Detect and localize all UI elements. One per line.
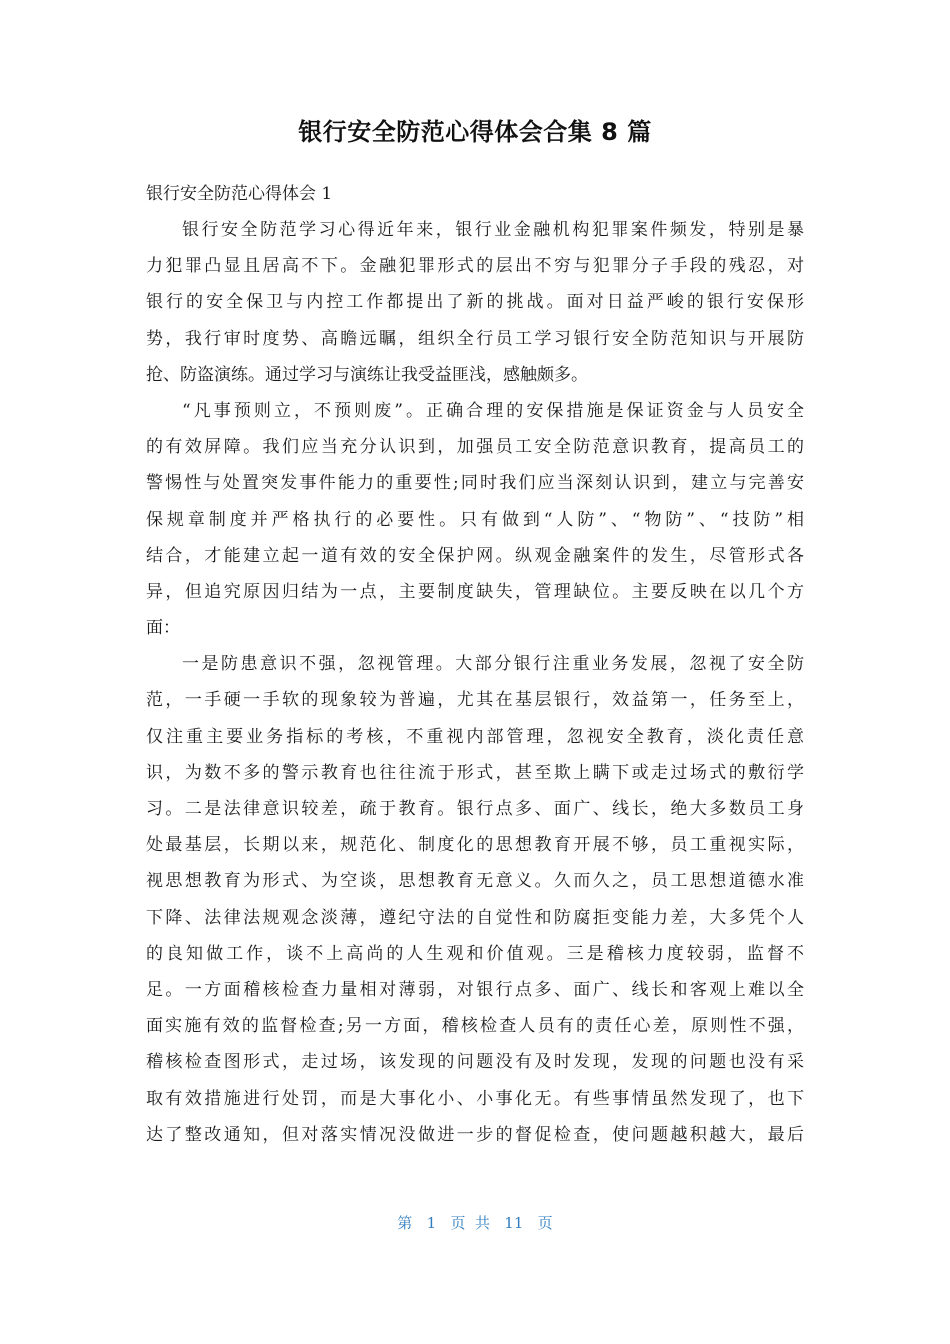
paragraph-line: 达了整改通知，但对落实情况没做进一步的督促检查，使问题越积越大，最后 <box>146 1124 804 1145</box>
paragraph-line: 仅注重主要业务指标的考核，不重视内部管理，忽视安全教育，淡化责任意 <box>146 726 804 747</box>
paragraph-line: 面： <box>146 618 180 639</box>
paragraph-2 <box>146 393 804 646</box>
paragraph-line: 足。一方面稽核检查力量相对薄弱，对银行点多、面广、线长和客观上难以全 <box>146 979 804 1000</box>
paragraph-line: 保规章制度并严格执行的必要性。只有做到“人防”、“物防”、“技防”相 <box>146 509 804 530</box>
paragraph-line: 结合，才能建立起一道有效的安全保护网。纵观金融案件的发生，尽管形式各 <box>146 545 804 566</box>
paragraph-line: 银行的安全保卫与内控工作都提出了新的挑战。面对日益严峻的银行安保形 <box>146 292 804 313</box>
page-number-footer: 第 1 页 共 11 页 <box>397 1214 553 1232</box>
document-body <box>146 176 804 1153</box>
paragraph-line: 稽核检查图形式，走过场，该发现的问题没有及时发现，发现的问题也没有采 <box>146 1052 804 1073</box>
paragraph-line: 下降、法律法规观念淡薄，遵纪守法的自觉性和防腐拒变能力差，大多凭个人 <box>146 907 804 928</box>
paragraph-line: 警惕性与处置突发事件能力的重要性;同时我们应当深刻认识到，建立与完善安 <box>146 473 804 494</box>
paragraph-line: 异，但追究原因归结为一点，主要制度缺失，管理缺位。主要反映在以几个方 <box>146 581 804 602</box>
paragraph-3 <box>146 646 804 1153</box>
paragraph-line: 习。二是法律意识较差，疏于教育。银行点多、面广、线长，绝大多数员工身 <box>146 799 804 819</box>
paragraph-line: 势，我行审时度势、高瞻远瞩，组织全行员工学习银行安全防范知识与开展防 <box>146 328 804 349</box>
document-title: 银行安全防范心得体会合集 8 篇 <box>298 118 652 146</box>
paragraph-line: 处最基层，长期以来，规范化、制度化的思想教育开展不够，员工重视实际， <box>146 835 804 856</box>
paragraph-line: 的良知做工作，谈不上高尚的人生观和价值观。三是稽核力度较弱，监督不 <box>146 943 804 964</box>
paragraph-line: 视思想教育为形式、为空谈，思想教育无意义。久而久之，员工思想道德水准 <box>146 871 804 892</box>
paragraph-line: 一是防患意识不强，忽视管理。大部分银行注重业务发展，忽视了安全防 <box>182 654 804 675</box>
paragraph-line: 力犯罪凸显且居高不下。金融犯罪形式的层出不穷与犯罪分子手段的残忍，对 <box>146 256 804 277</box>
paragraph-line: 面实施有效的监督检查;另一方面，稽核检查人员有的责任心差，原则性不强， <box>146 1016 804 1037</box>
paragraph-line: 识，为数不多的警示教育也往往流于形式，甚至欺上瞒下或走过场式的敷衍学 <box>146 762 804 783</box>
paragraph-line: 取有效措施进行处罚，而是大事化小、小事化无。有些事情虽然发现了，也下 <box>146 1088 804 1109</box>
paragraph-line: 银行安全防范学习心得近年来，银行业金融机构犯罪案件频发，特别是暴 <box>182 220 804 240</box>
paragraph-line: 抢、防盗演练。通过学习与演练让我受益匪浅，感触颇多。 <box>146 364 588 385</box>
section-heading: 银行安全防范心得体会 1 <box>146 184 333 204</box>
paragraph-line: 范，一手硬一手软的现象较为普遍，尤其在基层银行，效益第一，任务至上， <box>146 690 804 711</box>
paragraph-line: 的有效屏障。我们应当充分认识到，加强员工安全防范意识教育，提高员工的 <box>146 437 804 458</box>
paragraph-line: “凡事预则立，不预则废”。正确合理的安保措施是保证资金与人员安全 <box>182 400 804 421</box>
paragraph-1 <box>146 212 804 393</box>
